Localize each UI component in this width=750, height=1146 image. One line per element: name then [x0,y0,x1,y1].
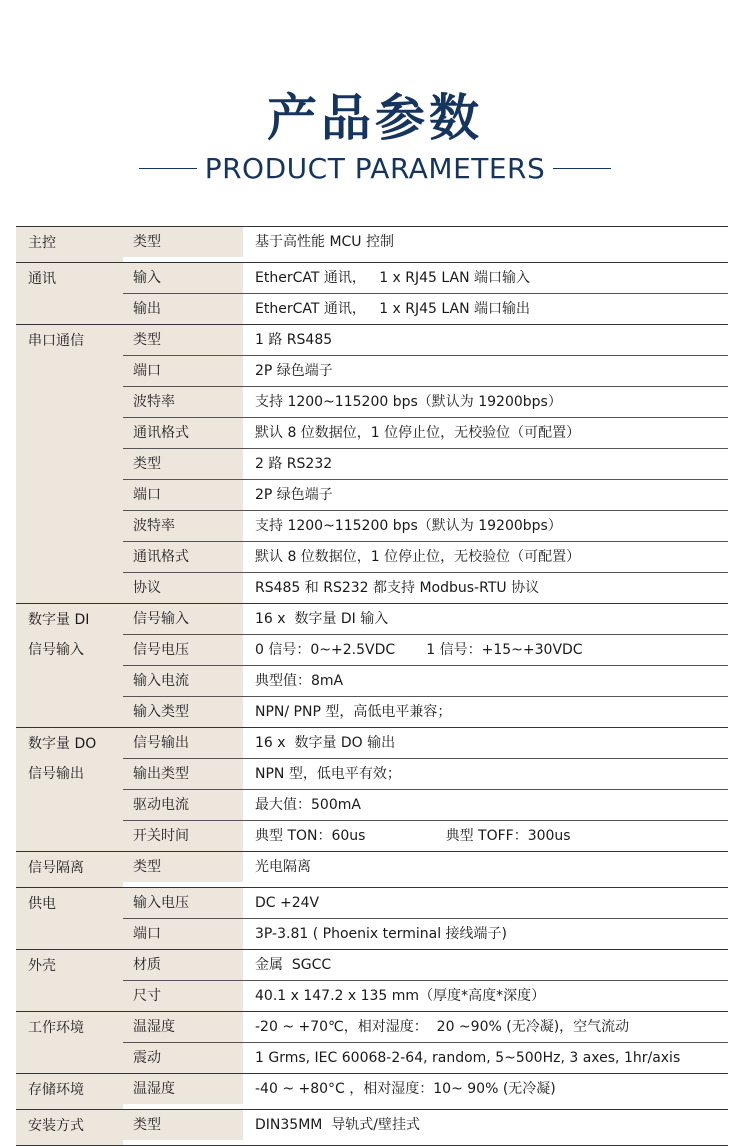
param-item: 输入电压 [123,888,243,918]
param-item: 端口 [123,480,243,510]
param-item: 波特率 [123,387,243,417]
param-item: 输出 [123,294,243,324]
table-row [123,263,728,293]
param-item: 开关时间 [123,821,243,851]
param-item: 输入 [123,263,243,293]
table-row [123,918,728,949]
table-row [123,820,728,851]
group-name-cell [16,888,123,949]
param-item: 温湿度 [123,1074,243,1104]
group-name: 安装方式 [28,1118,84,1134]
table-row [123,1042,728,1073]
param-item: 通讯格式 [123,542,243,572]
table-row [123,448,728,479]
param-value: 默认 8 位数据位，1 位停止位，无校验位（可配置） [255,425,581,441]
param-item: 端口 [123,356,243,386]
table-row [123,665,728,696]
page-title: 产品参数 [267,89,483,147]
table-row [123,227,728,257]
table-row [123,293,728,324]
subtitle-divider-right [553,168,611,169]
param-value: 默认 8 位数据位，1 位停止位，无校验位（可配置） [255,549,581,565]
param-value: 基于高性能 MCU 控制 [255,234,395,250]
group-name-cell [16,852,123,887]
table-row [123,696,728,727]
param-value: 2P 绿色端子 [255,487,333,503]
param-item: 尺寸 [123,981,243,1011]
group-name-cell [16,728,123,851]
param-item: 类型 [123,325,243,355]
table-row [123,510,728,541]
param-item: 信号输入 [123,604,243,634]
param-group [16,603,728,727]
param-item: 驱动电流 [123,790,243,820]
param-item: 材质 [123,950,243,980]
table-row [123,604,728,634]
table-row [123,1074,728,1104]
group-name: 通讯 [28,271,56,287]
table-row [123,541,728,572]
table-row [123,572,728,603]
param-value: 1 Grms, IEC 60068-2-64, random, 5~500Hz, 3 axes, 1hr/axis [255,1050,681,1066]
param-value: 支持 1200~115200 bps（默认为 19200bps） [255,518,562,534]
param-item: 输入类型 [123,697,243,727]
group-name: 数字量 DO [28,736,97,752]
param-item: 温湿度 [123,1012,243,1042]
group-name-cell [16,1074,123,1109]
param-group [16,324,728,603]
param-value: 光电隔离 [255,859,311,875]
param-value: 2P 绿色端子 [255,363,333,379]
group-name-cell [16,1012,123,1073]
param-group [16,949,728,1011]
param-item: 信号电压 [123,635,243,665]
group-name-cell [16,604,123,727]
group-name: 工作环境 [28,1020,84,1036]
group-name-cell [16,1110,123,1145]
param-item: 震动 [123,1043,243,1073]
group-name: 数字量 DI [28,612,90,628]
param-group [16,727,728,851]
param-value: DIN35MM 导轨式/壁挂式 [255,1117,420,1133]
param-item: 输出类型 [123,759,243,789]
param-value: -20 ~ +70℃，相对湿度： 20 ~90% (无冷凝)，空气流动 [255,1019,630,1035]
param-value: 典型值：8mA [255,673,344,689]
param-item: 波特率 [123,511,243,541]
table-row [123,355,728,386]
table-row [123,634,728,665]
param-value: 金属 SGCC [255,957,332,973]
param-item: 类型 [123,449,243,479]
param-value: 0 信号：0~+2.5VDC 1 信号：+15~+30VDC [255,642,583,658]
param-group [16,887,728,949]
param-group [16,262,728,324]
page-subtitle: PRODUCT PARAMETERS [204,152,546,185]
param-group [16,1109,728,1146]
param-value: 2 路 RS232 [255,456,333,472]
param-item: 信号输出 [123,728,243,758]
param-value: 16 x 数字量 DO 输出 [255,735,396,751]
param-group [16,1011,728,1073]
table-row [123,1110,728,1140]
parameters-table [16,226,728,1146]
table-row [123,1012,728,1042]
table-row [123,758,728,789]
table-row [123,852,728,882]
param-value: 1 路 RS485 [255,332,333,348]
param-group [16,1073,728,1109]
table-row [123,950,728,980]
param-value: DC +24V [255,895,320,911]
group-name: 主控 [28,235,56,251]
param-value: RS485 和 RS232 都支持 Modbus-RTU 协议 [255,580,540,596]
group-name: 供电 [28,896,56,912]
param-item: 通讯格式 [123,418,243,448]
group-name: 存储环境 [28,1082,84,1098]
param-value: 典型 TON：60us 典型 TOFF：300us [255,828,571,844]
param-group [16,851,728,887]
param-item: 输入电流 [123,666,243,696]
table-row [123,888,728,918]
table-row [123,386,728,417]
table-row [123,980,728,1011]
group-name-cell [16,950,123,1011]
table-row [123,728,728,758]
group-name: 信号输出 [28,766,84,782]
subtitle-block [0,152,750,185]
param-item: 类型 [123,852,243,882]
param-value: 最大值：500mA [255,797,361,813]
param-item: 协议 [123,573,243,603]
param-value: -40 ~ +80°C ，相对湿度：10~ 90% (无冷凝) [255,1081,556,1097]
param-value: 3P-3.81 ( Phoenix terminal 接线端子) [255,926,508,942]
table-row [123,789,728,820]
table-row [123,479,728,510]
param-value: NPN/ PNP 型，高低电平兼容； [255,704,452,720]
param-item: 类型 [123,227,243,257]
param-value: NPN 型，低电平有效； [255,766,401,782]
group-name-cell [16,263,123,324]
param-value: 支持 1200~115200 bps（默认为 19200bps） [255,394,562,410]
group-name-cell [16,227,123,262]
group-name: 串口通信 [28,333,84,349]
param-value: EtherCAT 通讯， 1 x RJ45 LAN 端口输入 [255,270,531,286]
param-value: 16 x 数字量 DI 输入 [255,611,389,627]
table-row [123,325,728,355]
param-value: 40.1 x 147.2 x 135 mm（厚度*高度*深度） [255,988,546,1004]
group-name: 外壳 [28,958,56,974]
group-name: 信号输入 [28,642,84,658]
subtitle-divider-left [139,168,197,169]
table-row [123,417,728,448]
param-group [16,226,728,262]
param-item: 端口 [123,919,243,949]
param-value: EtherCAT 通讯， 1 x RJ45 LAN 端口输出 [255,301,531,317]
param-item: 类型 [123,1110,243,1140]
group-name: 信号隔离 [28,860,84,876]
group-name-cell [16,325,123,603]
